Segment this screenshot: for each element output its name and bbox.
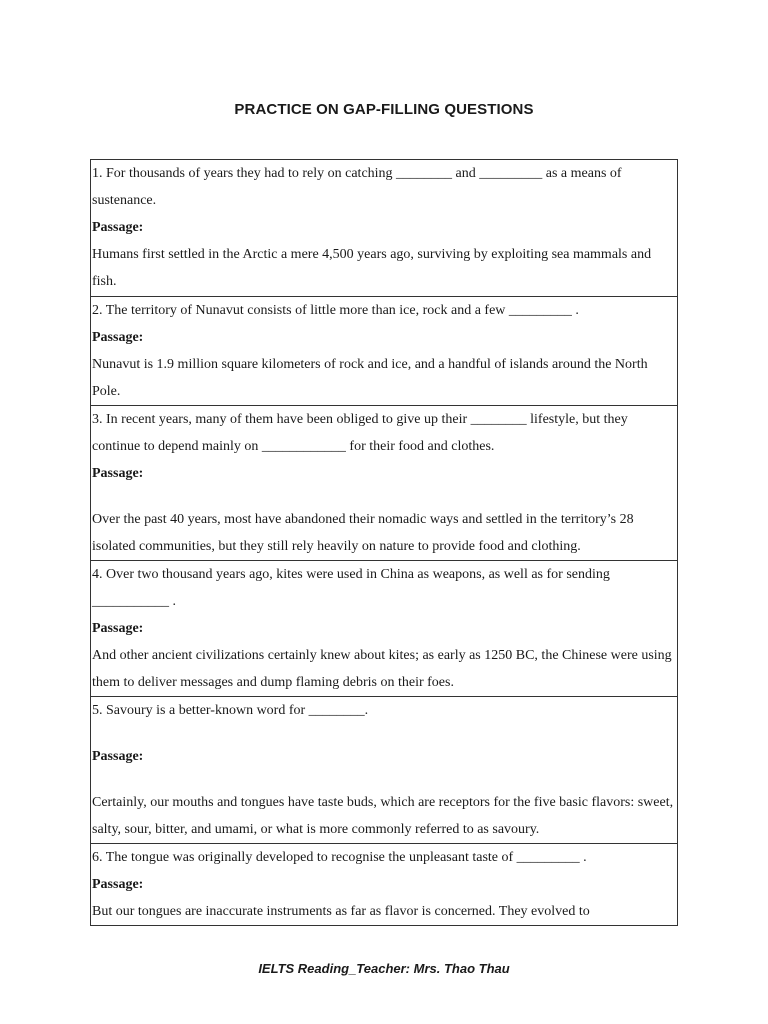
passage-text: Nunavut is 1.9 million square kilometers of rock and ice, and a handful of islands around the North Pole.	[92, 357, 648, 399]
question-cell-1	[91, 160, 678, 297]
passage-text: Certainly, our mouths and tongues have taste buds, which are receptors for the five basic flavors: sweet, salty, sour, bitter, and umami, or what is more commonly referred to as savoury.	[92, 795, 674, 837]
page-footer: IELTS Reading_Teacher: Mrs. Thao Thau	[258, 961, 510, 976]
passage-text: Humans first settled in the Arctic a mere 4,500 years ago, surviving by exploiting sea mammals and fish.	[92, 247, 652, 289]
table-row	[91, 297, 678, 406]
question-text: 4. Over two thousand years ago, kites were used in China as weapons, as well as for sending ___________ .	[92, 567, 610, 609]
question-cell-6	[91, 844, 678, 926]
table-row	[91, 160, 678, 297]
page-title: PRACTICE ON GAP-FILLING QUESTIONS	[234, 101, 534, 118]
question-cell-5	[91, 697, 678, 844]
passage-text: Over the past 40 years, most have abandoned their nomadic ways and settled in the territory’s 28 isolated communities, but they still rely heavily on nature to provide food and clothing.	[92, 512, 634, 554]
table-row	[91, 844, 678, 926]
passage-label: Passage:	[92, 330, 144, 345]
table-row	[91, 697, 678, 844]
table-row	[91, 561, 678, 697]
question-cell-3	[91, 406, 678, 561]
questions-table	[90, 159, 678, 926]
table-row	[91, 406, 678, 561]
question-cell-2	[91, 297, 678, 406]
passage-label: Passage:	[92, 466, 144, 481]
passage-label: Passage:	[92, 220, 144, 235]
question-text: 1. For thousands of years they had to rely on catching ________ and _________ as a means of sustenance.	[92, 166, 622, 208]
question-cell-4	[91, 561, 678, 697]
passage-text: But our tongues are inaccurate instruments as far as flavor is concerned. They evolved to	[92, 904, 590, 919]
passage-label: Passage:	[92, 749, 144, 764]
question-text: 3. In recent years, many of them have been obliged to give up their ________ lifestyle, but they continue to depend mainly on ____________ for their food and clothes.	[92, 412, 628, 454]
question-text: 5. Savoury is a better-known word for ________.	[92, 703, 369, 718]
passage-label: Passage:	[92, 877, 144, 892]
question-text: 6. The tongue was originally developed to recognise the unpleasant taste of _________ .	[92, 850, 587, 865]
passage-label: Passage:	[92, 621, 144, 636]
passage-text: And other ancient civilizations certainly knew about kites; as early as 1250 BC, the Chinese were using them to deliver messages and dump flaming debris on their foes.	[92, 648, 672, 690]
question-text: 2. The territory of Nunavut consists of little more than ice, rock and a few _________ .	[92, 303, 579, 318]
